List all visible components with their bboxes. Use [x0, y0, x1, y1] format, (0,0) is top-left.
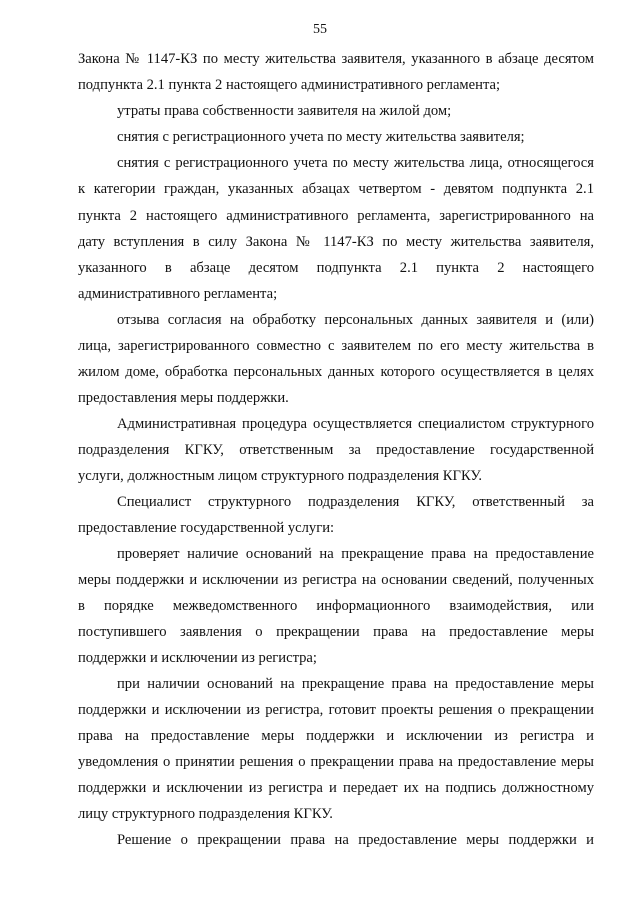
text-line: лицу структурного подразделения КГКУ.	[78, 806, 333, 822]
text-line: жилом доме, обработка персональных данных которого осуществляется в целях	[78, 364, 594, 380]
text-line: предоставление государственной услуги:	[78, 520, 335, 536]
text-line: предоставления меры поддержки.	[78, 390, 289, 406]
text-line: при наличии оснований на прекращение права на предоставление меры	[117, 676, 594, 692]
text-line: проверяет наличие оснований на прекращение права на предоставление	[117, 546, 594, 562]
text-line: Специалист структурного подразделения КГКУ, ответственный за	[117, 494, 594, 510]
text-line: права на предоставление меры поддержки и исключении из регистра и	[78, 728, 594, 744]
text-line: поддержки и исключении из регистра;	[78, 650, 317, 666]
text-line: поступившего заявления о прекращении права на предоставление меры	[78, 624, 594, 640]
text-line: отзыва согласия на обработку персональных данных заявителя и (или)	[117, 312, 594, 328]
text-line: к категории граждан, указанных абзацах четвертом - девятом подпункта 2.1	[78, 181, 594, 197]
text-line: снятия с регистрационного учета по месту жительства лица, относящегося	[117, 155, 594, 171]
text-line: лица, зарегистрированного совместно с заявителем по его месту жительства в	[78, 338, 594, 354]
text-line: Закона № 1147-КЗ по месту жительства заявителя, указанного в абзаце десятом	[78, 51, 594, 67]
text-line: снятия с регистрационного учета по месту жительства заявителя;	[117, 129, 525, 145]
text-line: Административная процедура осуществляется специалистом структурного	[117, 416, 594, 432]
page-number: 55	[313, 22, 327, 37]
text-line: дату вступления в силу Закона № 1147-КЗ по месту жительства заявителя,	[78, 234, 594, 250]
text-line: поддержки и исключении из регистра и передает их на подпись должностному	[78, 780, 594, 796]
text-line: утраты права собственности заявителя на жилой дом;	[117, 103, 452, 119]
text-line: пункта 2 настоящего административного регламента, зарегистрированного на	[78, 208, 594, 224]
text-line: услуги, должностным лицом структурного подразделения КГКУ.	[78, 468, 482, 484]
text-line: в порядке межведомственного информационного взаимодействия, или	[78, 598, 594, 614]
text-line: уведомления о принятии решения о прекращении права на предоставление меры	[78, 754, 594, 770]
text-line: указанного в абзаце десятом подпункта 2.1 пункта 2 настоящего	[78, 260, 594, 276]
text-line: меры поддержки и исключении из регистра на основании сведений, полученных	[78, 572, 594, 588]
text-line: поддержки и исключении из регистра, готовит проекты решения о прекращении	[78, 702, 594, 718]
text-line: административного регламента;	[78, 286, 278, 302]
text-line: Решение о прекращении права на предоставление меры поддержки и	[117, 832, 594, 848]
text-line: подпункта 2.1 пункта 2 настоящего административного регламента;	[78, 77, 501, 93]
text-line: подразделения КГКУ, ответственным за предоставление государственной	[78, 442, 594, 458]
